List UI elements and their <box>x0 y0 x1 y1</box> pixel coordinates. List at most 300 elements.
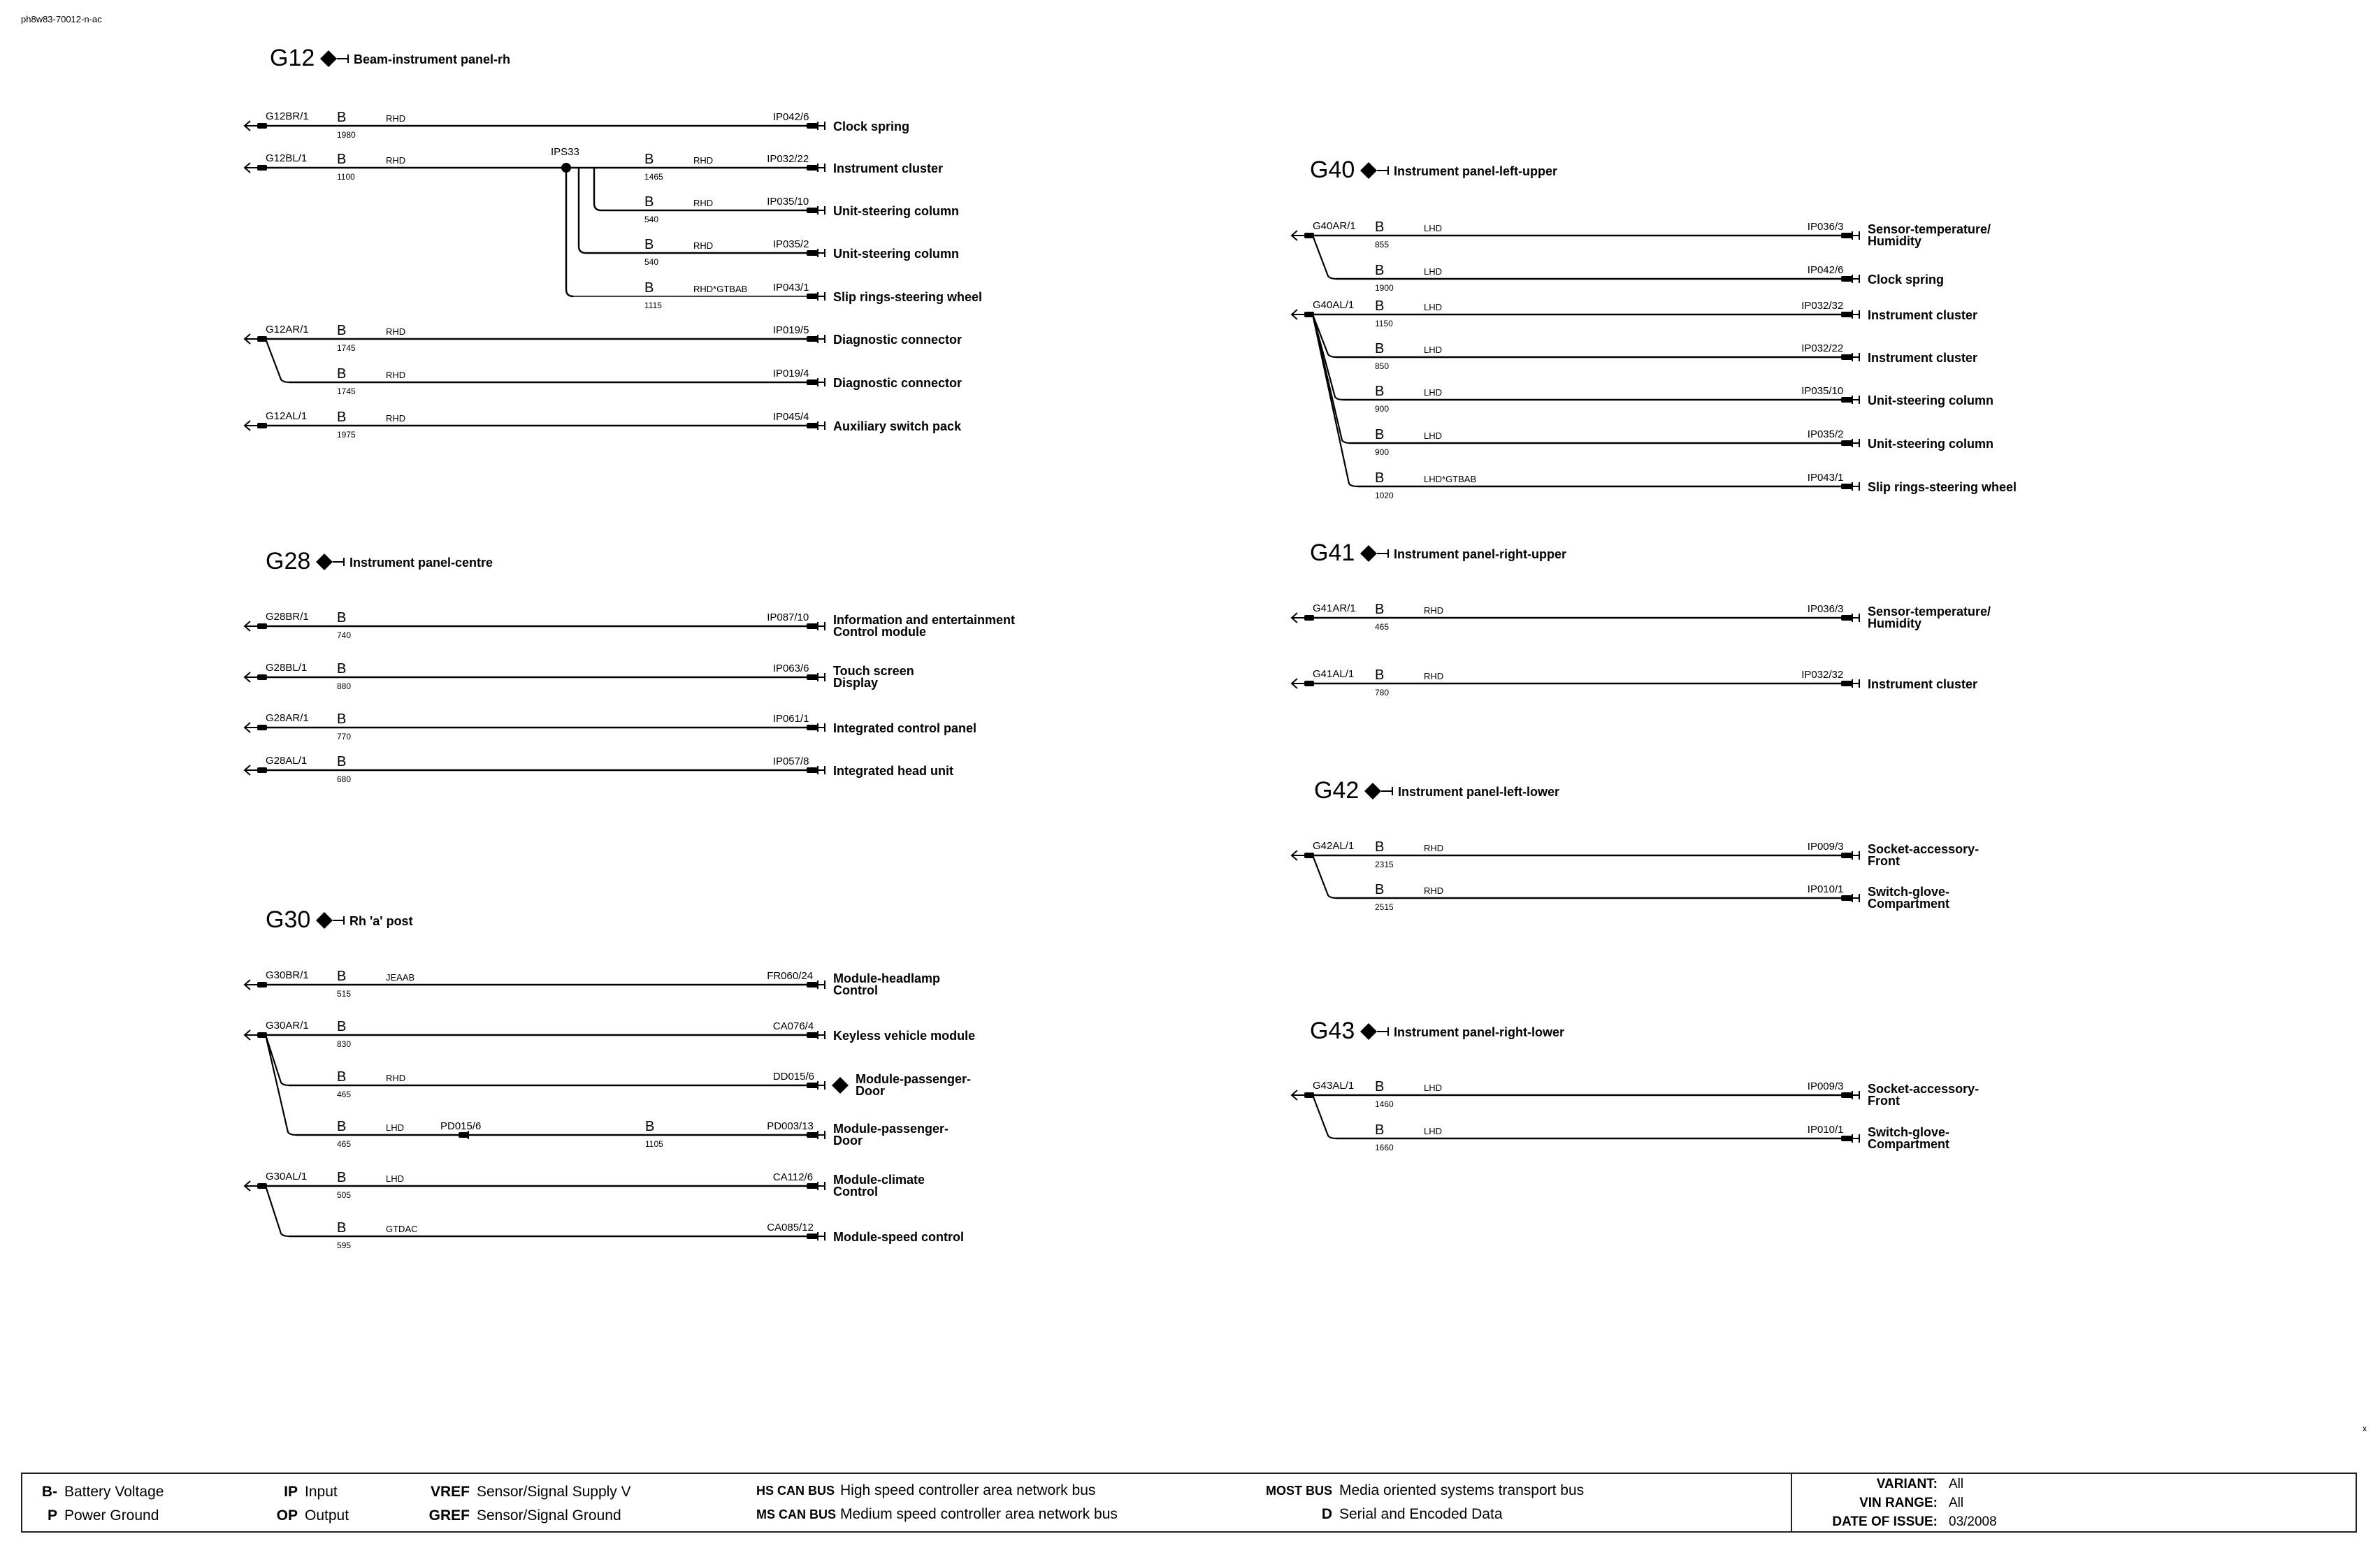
wire <box>267 661 914 691</box>
ground-eyelet-icon <box>257 423 267 428</box>
connector-pin-label: IP061/1 <box>772 713 809 725</box>
connector-pin-label: IP035/2 <box>772 238 809 250</box>
wire-colour-code: B <box>337 152 347 167</box>
wire-option-code: LHD <box>1424 387 1443 398</box>
wire <box>1313 314 2017 500</box>
connector-body-icon <box>807 1032 818 1038</box>
connector-pin-label: IP045/4 <box>772 411 809 423</box>
ground-feed-g30al-1 <box>245 1170 964 1250</box>
wire-option-code: RHD <box>386 370 406 380</box>
legend-ip: IP Input <box>284 1484 338 1500</box>
connector-pin-label: IP009/3 <box>1807 841 1844 853</box>
ground-terminal-icon <box>1292 1090 1314 1100</box>
ground-eyelet-icon <box>257 123 267 129</box>
wire-length: 540 <box>644 215 659 224</box>
vin-range-field: VIN RANGE: All <box>1859 1496 1964 1510</box>
ground-feed-label: G28BL/1 <box>266 662 308 674</box>
connector-icon <box>1841 894 1859 902</box>
wire-option-code: RHD <box>1424 843 1444 853</box>
wire-length: 770 <box>337 732 352 742</box>
wire-option-code: RHD <box>386 326 406 337</box>
wire-colour-code: B <box>337 711 347 727</box>
ground-terminal-icon <box>245 163 267 173</box>
ground-point-title: Instrument panel-left-upper <box>1394 164 1558 178</box>
connector-body-icon <box>807 623 818 629</box>
ground-terminal-icon <box>245 121 267 131</box>
destination-label: Module-speed control <box>833 1230 965 1244</box>
wire-colour-code: B <box>1375 667 1385 683</box>
legend-ms-can-bus: MS CAN BUS Medium speed controller area network bus <box>756 1506 1118 1522</box>
wire-option-code: JEAAB <box>386 972 415 983</box>
ground-point-diamond-icon <box>320 50 337 67</box>
ground-point-id: G30 <box>266 906 311 933</box>
ground-feed-label: G12AR/1 <box>266 324 309 335</box>
wire <box>267 410 962 440</box>
wire-colour-code: B <box>337 1119 347 1134</box>
connector-pin-label: IP036/3 <box>1807 603 1844 615</box>
connector-body-icon <box>807 1083 818 1088</box>
variant-field: VARIANT: All <box>1876 1477 1964 1491</box>
wire-colour-code: B <box>644 237 654 252</box>
wire-colour-code: B <box>337 610 347 625</box>
connector-icon <box>807 622 825 630</box>
wire-option-code: RHD <box>386 113 406 124</box>
wire-colour-code: B <box>645 1119 655 1134</box>
connector-icon <box>807 766 825 774</box>
connector-icon <box>1841 482 1859 491</box>
ground-terminal-icon <box>245 621 267 631</box>
ground-eyelet-icon <box>257 767 267 773</box>
wire <box>1313 855 1949 912</box>
wire-colour-code: B <box>1375 470 1385 486</box>
ground-terminal-icon <box>1292 310 1314 319</box>
wire <box>267 610 1015 640</box>
destination-label: Sensor-temperature/ <box>1868 222 1991 236</box>
connector-icon <box>1841 439 1859 447</box>
ground-terminal-icon <box>245 1030 267 1040</box>
wire-branch-diagonal <box>266 1186 289 1236</box>
wire-length: 1660 <box>1375 1143 1394 1152</box>
wire-option-code: GTDAC <box>386 1224 418 1234</box>
connector-body-icon <box>1841 853 1852 858</box>
wire <box>1314 839 1979 869</box>
wire <box>1314 219 1991 249</box>
connector-pin-label: CA112/6 <box>772 1171 814 1183</box>
legend-divider <box>1791 1474 1792 1531</box>
connector-body-icon <box>1841 895 1852 901</box>
legend-box <box>21 1473 2357 1533</box>
wire-option-code: RHD <box>1424 671 1444 681</box>
wire <box>267 110 909 140</box>
ground-feed-label: G12AL/1 <box>266 410 308 422</box>
connector-icon <box>807 335 825 343</box>
ground-feed-g12bl-1 <box>245 146 982 310</box>
connector-pin-label: IP032/22 <box>1801 342 1844 354</box>
wire-branch-bend <box>594 203 601 210</box>
ground-feed-label: G30BR/1 <box>266 969 309 981</box>
legend-hs-can-bus: HS CAN BUS High speed controller area network bus <box>756 1482 1096 1498</box>
connector-pin-label: IP010/1 <box>1807 1124 1844 1136</box>
ground-point-id: G42 <box>1314 777 1360 804</box>
connector-pin-label: PD003/13 <box>767 1120 814 1132</box>
wire-colour-code: B <box>1375 341 1385 356</box>
ground-point-title: Beam-instrument panel-rh <box>354 52 511 66</box>
destination-label: Door <box>856 1084 885 1098</box>
destination-label: Display <box>833 676 879 690</box>
wire-option-code: LHD <box>1424 266 1443 277</box>
wire <box>1314 1079 1979 1109</box>
destination-label: Module-passenger- <box>833 1122 949 1136</box>
connector-body-icon <box>1841 276 1852 282</box>
wire-length: 740 <box>337 630 352 640</box>
destination-label: Socket-accessory- <box>1868 1082 1979 1096</box>
destination-label: Integrated head unit <box>833 764 954 778</box>
ground-terminal-icon <box>1292 613 1314 623</box>
ground-feed-g30br-1 <box>245 969 940 999</box>
connector-pin-label: IP032/32 <box>1801 300 1844 312</box>
connector-pin-label: IP009/3 <box>1807 1080 1844 1092</box>
wire-length: 1150 <box>1375 319 1393 328</box>
connector-body-icon <box>807 208 818 213</box>
ground-feed-label: G41AL/1 <box>1313 668 1355 680</box>
legend-p: P Power Ground <box>47 1507 159 1524</box>
ground-point-title: Instrument panel-right-lower <box>1394 1025 1565 1039</box>
wire-length: 850 <box>1375 361 1390 371</box>
wire-length: 595 <box>337 1240 352 1250</box>
ground-point-g30 <box>266 906 413 933</box>
connector-icon <box>1841 275 1859 283</box>
wire-branch-diagonal <box>266 339 289 382</box>
wire-option-code: LHD <box>1424 345 1443 355</box>
ground-point-title: Rh 'a' post <box>349 914 413 928</box>
connector-body-icon <box>807 123 818 129</box>
destination-label: Clock spring <box>833 120 910 133</box>
connector-pin-label: IP032/22 <box>767 153 809 165</box>
connector-pin-label: IP035/2 <box>1807 428 1844 440</box>
connector-body-icon <box>807 725 818 730</box>
ground-feed-label: G41AR/1 <box>1313 602 1356 614</box>
connector-pin-label: IP057/8 <box>772 755 809 767</box>
ground-feed-label: G28AR/1 <box>266 712 309 724</box>
connector-pin-label: IP043/1 <box>772 282 809 294</box>
destination-label: Module-headlamp <box>833 971 941 985</box>
destination-label: Module-climate <box>833 1173 925 1187</box>
ground-feed-g28br-1 <box>245 610 1015 640</box>
connector-body-icon <box>1841 233 1852 238</box>
connector-pin-label: FR060/24 <box>767 970 814 982</box>
ground-feed-label: G30AL/1 <box>266 1171 308 1182</box>
ground-terminal-icon <box>1292 231 1314 240</box>
ground-feed-g40ar-1 <box>1292 219 1991 293</box>
connector-body-icon <box>807 165 818 171</box>
wire <box>1313 314 1993 457</box>
destination-label: Front <box>1868 1094 1900 1108</box>
connector-icon <box>1841 310 1859 319</box>
ground-feed-label: G12BL/1 <box>266 152 308 164</box>
wire-branch-bend <box>579 246 586 253</box>
wire-option-code: RHD <box>386 155 406 166</box>
destination-label: Control <box>833 983 878 997</box>
ground-feed-label: G28BR/1 <box>266 611 309 623</box>
connector-body-icon <box>807 294 818 299</box>
wire <box>1313 314 1977 371</box>
wire-colour-code: B <box>1375 427 1385 442</box>
legend-vref: VREF Sensor/Signal Supply V <box>430 1484 631 1500</box>
ground-point-diamond-icon <box>316 912 333 929</box>
connector-body-icon <box>1841 354 1852 360</box>
wire-length: 465 <box>337 1139 352 1149</box>
wire-branch-diagonal <box>1313 1095 1336 1138</box>
ground-feed-g12br-1 <box>245 110 909 140</box>
wire-length: 680 <box>337 774 352 784</box>
wire-colour-code: B <box>1375 384 1385 399</box>
wire-option-code: LHD*GTBAB <box>1424 474 1477 484</box>
ground-point-id: G43 <box>1310 1018 1355 1044</box>
destination-label: Humidity <box>1868 616 1922 630</box>
wire <box>1314 298 1977 328</box>
wire-length: 1460 <box>1375 1099 1394 1109</box>
ground-feed-label: G12BR/1 <box>266 110 309 122</box>
legend-d: D Serial and Encoded Data <box>1321 1506 1503 1522</box>
connector-icon <box>807 673 825 681</box>
wire-option-code: RHD <box>693 198 714 208</box>
document-id: ph8w83-70012-n-ac <box>21 14 102 24</box>
connector-body-icon <box>1841 484 1852 489</box>
ground-eyelet-icon <box>257 982 267 988</box>
wire-length: 1745 <box>337 386 356 396</box>
connector-pin-label: DD015/6 <box>772 1071 815 1083</box>
destination-label: Unit-steering column <box>1868 437 1994 451</box>
wire-colour-code: B <box>337 366 347 382</box>
destination-label: Compartment <box>1868 1137 1950 1151</box>
ground-feed-g43al-1 <box>1292 1079 1979 1152</box>
wire-option-code: RHD <box>386 1073 406 1083</box>
destination-label: Unit-steering column <box>833 247 960 261</box>
wire-length: 1020 <box>1375 491 1394 500</box>
connector-icon <box>807 292 825 301</box>
legend-most-bus: MOST BUS Media oriented systems transport bus <box>1265 1482 1585 1498</box>
wire-length: 900 <box>1375 447 1390 457</box>
wire-branch-diagonal <box>1313 236 1336 279</box>
connector-pin-label: CA085/12 <box>767 1222 814 1234</box>
ground-terminal-icon <box>245 980 267 990</box>
connector-pin-label: IP087/10 <box>767 612 809 623</box>
connector-icon <box>807 122 825 130</box>
ground-feed-g12al-1 <box>245 410 962 440</box>
connector-pin-label: IP035/10 <box>767 196 809 208</box>
ground-feed-label: G43AL/1 <box>1313 1080 1355 1092</box>
wire-length: 2315 <box>1375 860 1394 869</box>
ground-eyelet-icon <box>257 674 267 680</box>
ground-terminal-icon <box>245 765 267 775</box>
wire-length: 2515 <box>1375 902 1394 912</box>
wire-length: 1980 <box>337 130 356 140</box>
connector-pin-label: IP042/6 <box>772 111 809 123</box>
wire-colour-code: B <box>644 280 654 296</box>
ground-point-title: Instrument panel-right-upper <box>1394 547 1566 561</box>
wire <box>267 711 976 742</box>
connector-pin-label: IP043/1 <box>1807 472 1844 484</box>
wire-length: 505 <box>337 1190 352 1200</box>
wire-branch-diagonal <box>1313 314 1336 357</box>
wire-option-code: RHD <box>1424 605 1444 616</box>
ground-feed-g42al-1 <box>1292 839 1979 912</box>
destination-label: Unit-steering column <box>833 204 960 218</box>
wire <box>267 969 940 999</box>
door-ground-diamond-icon <box>832 1077 849 1094</box>
destination-label: Instrument cluster <box>1868 308 1978 322</box>
wire <box>267 323 962 353</box>
corner-mark: x <box>2363 1424 2367 1433</box>
destination-label: Humidity <box>1868 234 1922 248</box>
connector-icon <box>1841 614 1859 622</box>
wire-colour-code: B <box>1375 839 1385 855</box>
connector-body-icon <box>1841 1092 1852 1098</box>
connector-body-icon <box>1841 312 1852 317</box>
destination-label: Diagnostic connector <box>833 376 962 390</box>
wire-length: 900 <box>1375 404 1390 414</box>
wire-option-code: LHD <box>1424 302 1443 312</box>
wire <box>1314 667 1977 697</box>
wire-option-code: LHD <box>386 1122 405 1133</box>
ground-point-diamond-icon <box>1360 1023 1377 1040</box>
destination-label: Control module <box>833 625 926 639</box>
wire-length: 1975 <box>337 430 356 440</box>
connector-body-icon <box>807 336 818 342</box>
connector-body-icon <box>1841 1136 1852 1141</box>
ground-terminal-icon <box>245 421 267 431</box>
ground-point-diamond-icon <box>1360 545 1377 562</box>
ground-point-diamond-icon <box>1360 162 1377 179</box>
destination-label: Sensor-temperature/ <box>1868 605 1991 619</box>
wire-option-code: LHD <box>386 1173 405 1184</box>
ground-terminal-icon <box>245 334 267 344</box>
wire-option-code: LHD <box>1424 223 1443 233</box>
destination-label: Auxiliary switch pack <box>833 419 962 433</box>
wire-length: 880 <box>337 681 352 691</box>
ground-eyelet-icon <box>1304 681 1314 686</box>
wire-colour-code: B <box>1375 219 1385 235</box>
wire-length: 855 <box>1375 240 1390 249</box>
ground-feed-label: G28AL/1 <box>266 755 308 767</box>
destination-label: Control <box>833 1185 878 1199</box>
destination-label: Door <box>833 1134 863 1148</box>
wire-colour-code: B <box>1375 1079 1385 1094</box>
ground-point-diamond-icon <box>316 554 333 570</box>
ground-terminal-icon <box>1292 679 1314 688</box>
destination-label: Diagnostic connector <box>833 333 962 347</box>
connector-icon <box>807 723 825 732</box>
ground-terminal-icon <box>245 672 267 682</box>
ground-point-diamond-icon <box>1364 783 1381 800</box>
ground-feed-label: G42AL/1 <box>1313 840 1355 852</box>
connector-pin-label: IP036/3 <box>1807 221 1844 233</box>
wire-colour-code: B <box>1375 602 1385 617</box>
legend-op: OP Output <box>276 1507 349 1524</box>
wire-length: 780 <box>1375 688 1390 697</box>
destination-label: Information and entertainment <box>833 613 1016 627</box>
wire-option-code: LHD <box>1424 1083 1443 1093</box>
ground-feed-label: G40AL/1 <box>1313 299 1355 311</box>
ground-feed-g41ar-1 <box>1292 602 1991 632</box>
wire-colour-code: B <box>337 969 347 984</box>
connector-icon <box>1841 679 1859 688</box>
connector-body-icon <box>807 379 818 385</box>
ground-point-g28 <box>266 548 493 574</box>
connector-icon <box>1841 396 1859 404</box>
wire-colour-code: B <box>337 323 347 338</box>
destination-label: Instrument cluster <box>1868 351 1978 365</box>
wire-option-code: LHD <box>1424 1126 1443 1136</box>
wire-length: 1115 <box>644 301 662 310</box>
ground-point-g42 <box>1314 777 1559 804</box>
destination-label: Integrated control panel <box>833 721 977 735</box>
wire-colour-code: B <box>337 1019 347 1034</box>
wire <box>267 146 943 182</box>
wire-colour-code: B <box>644 152 654 167</box>
destination-label: Clock spring <box>1868 273 1945 287</box>
wire <box>1313 236 1944 293</box>
destination-label: Socket-accessory- <box>1868 842 1979 856</box>
ground-point-id: G40 <box>1310 157 1355 183</box>
connector-icon <box>1841 1134 1859 1143</box>
wire-length: 1745 <box>337 343 356 353</box>
ground-terminal-icon <box>245 723 267 732</box>
wire-option-code: RHD <box>693 240 714 251</box>
wire-colour-code: B <box>1375 263 1385 278</box>
ground-point-title: Instrument panel-left-lower <box>1398 785 1560 799</box>
wire-length: 465 <box>1375 622 1390 632</box>
inline-connector-icon <box>459 1132 468 1138</box>
ground-feed-g40al-1 <box>1292 298 2017 500</box>
ground-eyelet-icon <box>1304 853 1314 858</box>
wire <box>267 1019 975 1049</box>
wire-length: 1100 <box>337 172 355 182</box>
connector-icon <box>807 164 825 172</box>
connector-body-icon <box>807 982 818 988</box>
legend-b: B- Battery Voltage <box>41 1484 164 1500</box>
ground-point-id: G12 <box>270 45 315 71</box>
ground-feed-g41al-1 <box>1292 667 1977 697</box>
connector-body-icon <box>1841 681 1852 686</box>
wire-colour-code: B <box>644 194 654 210</box>
wire-length: 515 <box>337 989 352 999</box>
wire-branch-bend <box>566 289 573 296</box>
connector-body-icon <box>1841 440 1852 446</box>
connector-icon <box>1841 353 1859 361</box>
destination-label: Instrument cluster <box>1868 677 1978 691</box>
connector-pin-label: IP010/1 <box>1807 883 1844 895</box>
wire-length: 1105 <box>645 1139 663 1149</box>
wire-colour-code: B <box>1375 1122 1385 1138</box>
connector-icon <box>807 206 825 215</box>
connector-pin-label: CA076/4 <box>772 1020 814 1032</box>
destination-label: Unit-steering column <box>1868 393 1994 407</box>
wire-colour-code: B <box>337 1170 347 1185</box>
destination-label: Touch screen <box>833 664 914 678</box>
wire-option-code: RHD*GTBAB <box>693 284 748 294</box>
ground-point-id: G41 <box>1310 540 1355 566</box>
wire-option-code: LHD <box>1424 431 1443 441</box>
wire-colour-code: B <box>1375 882 1385 897</box>
ground-point-id: G28 <box>266 548 311 574</box>
ground-eyelet-icon <box>1304 615 1314 621</box>
connector-icon <box>1841 231 1859 240</box>
connector-pin-label: IP019/5 <box>772 324 809 336</box>
ground-point-g12 <box>270 45 510 71</box>
destination-label: Slip rings-steering wheel <box>833 290 983 304</box>
inline-connector-label: PD015/6 <box>440 1120 482 1132</box>
